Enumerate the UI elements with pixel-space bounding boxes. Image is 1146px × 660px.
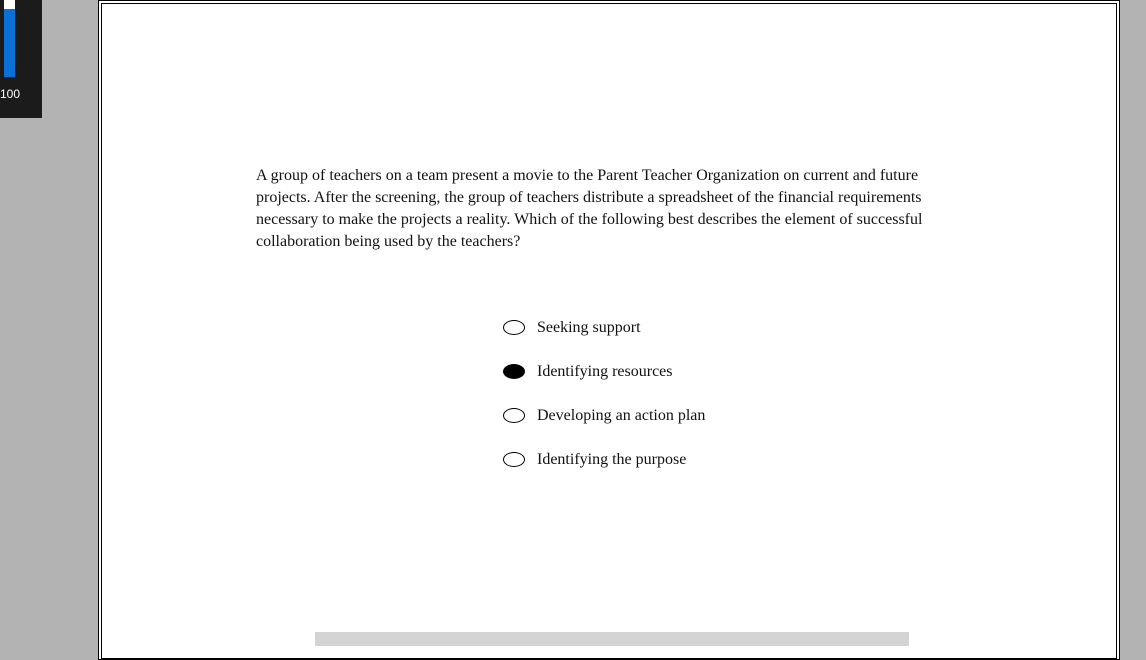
progress-value: 100	[0, 87, 21, 101]
answer-option-seeking-support[interactable]	[503, 305, 705, 349]
question-page	[98, 0, 1120, 660]
answer-option-label: Developing an action plan	[537, 407, 706, 424]
answer-option-label: Identifying the purpose	[537, 451, 687, 468]
radio-button[interactable]	[503, 320, 525, 335]
progress-bar-fill	[4, 9, 15, 77]
side-panel	[0, 0, 42, 118]
answer-option-developing-action-plan[interactable]	[503, 393, 705, 437]
question-text: A group of teachers on a team present a movie to the Parent Teacher Organization on current and future projects. After the screening, the group of teachers distribute a spreadsheet of the financial requirements necessary to make the projects a reality. Which of the following best describes the element of successful collaboration being used by the teachers?	[256, 167, 923, 250]
progress-bar	[4, 0, 15, 77]
radio-button[interactable]	[503, 408, 525, 423]
radio-button[interactable]	[503, 364, 525, 379]
answer-option-identifying-resources[interactable]	[503, 349, 705, 393]
question-page-frame	[101, 3, 1117, 659]
answer-option-label: Seeking support	[537, 319, 641, 336]
answer-options	[503, 305, 705, 481]
answer-option-identifying-purpose[interactable]	[503, 437, 705, 481]
radio-button[interactable]	[503, 452, 525, 467]
answer-option-label: Identifying resources	[537, 363, 673, 380]
